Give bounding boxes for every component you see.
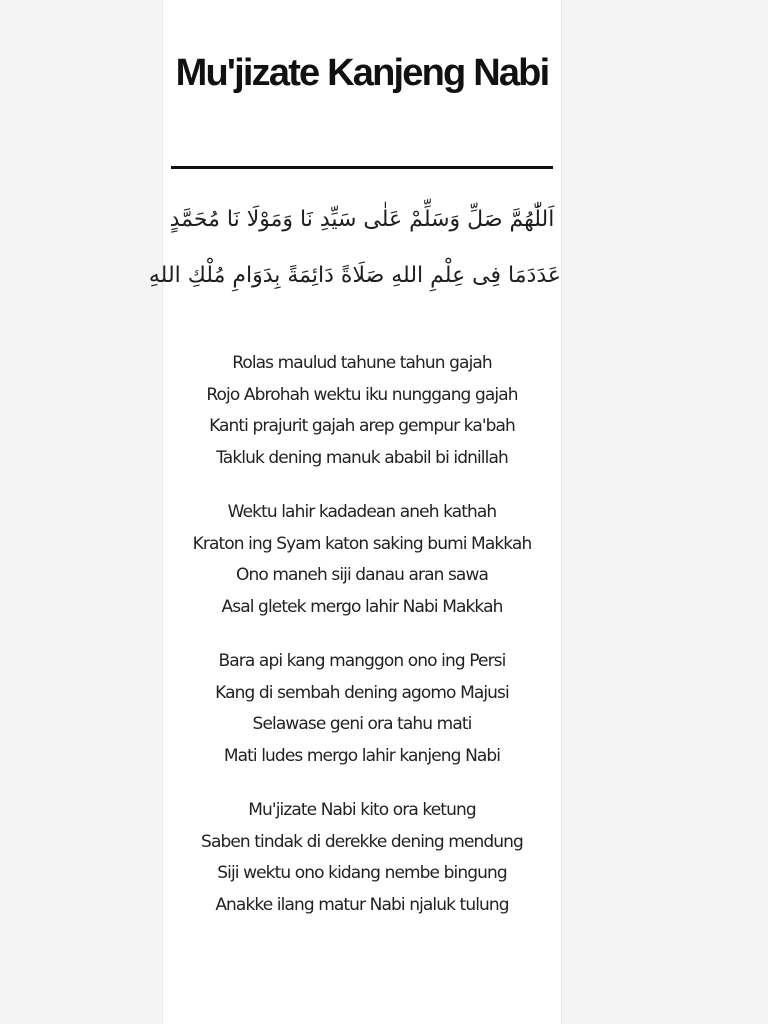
verse-line: Bara api kang manggon ono ing Persi bbox=[218, 651, 506, 671]
arabic-line: عَدَدَمَا فِى عِلْمِ اللهِ صَلَاةً دَائِمَةً بِدَوَامِ مُلْكِ اللهِ bbox=[148, 263, 561, 288]
lyrics-body bbox=[163, 348, 561, 944]
verse-line: Kraton ing Syam katon saking bumi Makkah bbox=[192, 533, 532, 554]
arabic-line: اَللّٰهُمَّ صَلِّ وَسَلِّمْ عَلٰى سَيِّدِ نَا وَمَوْلَا نَا مُحَمَّدٍ bbox=[169, 207, 555, 232]
stanza-4 bbox=[163, 795, 561, 921]
verse-line: Ono maneh siji danau aran sawa bbox=[236, 565, 488, 585]
document-title: Mu'jizate Kanjeng Nabi bbox=[175, 52, 549, 94]
verse-line: Takluk dening manuk ababil bi idnillah bbox=[216, 447, 508, 468]
verse-line: Mati ludes mergo lahir kanjeng Nabi bbox=[223, 745, 501, 766]
verse-line: Kang di sembah dening agomo Majusi bbox=[215, 682, 509, 703]
verse-line: Selawase geni ora tahu mati bbox=[252, 714, 472, 734]
stanza-2 bbox=[163, 497, 561, 623]
verse-line: Wektu lahir kadadean aneh kathah bbox=[227, 502, 497, 522]
verse-line: Rolas maulud tahune tahun gajah bbox=[232, 353, 492, 373]
stanza-3 bbox=[163, 646, 561, 772]
verse-line: Mu'jizate Nabi kito ora ketung bbox=[248, 800, 476, 820]
stanza-1 bbox=[163, 348, 561, 474]
verse-line: Saben tindak di derekke dening mendung bbox=[201, 831, 523, 852]
document-page bbox=[148, 0, 561, 1024]
verse-line: Asal gletek mergo lahir Nabi Makkah bbox=[221, 596, 503, 617]
title-divider bbox=[171, 166, 553, 169]
verse-line: Anakke ilang matur Nabi njaluk tulung bbox=[215, 894, 509, 915]
verse-line: Rojo Abrohah wektu iku nunggang gajah bbox=[206, 384, 518, 405]
verse-line: Siji wektu ono kidang nembe bingung bbox=[217, 863, 507, 883]
verse-line: Kanti prajurit gajah arep gempur ka'bah bbox=[209, 416, 515, 436]
arabic-sholawat bbox=[148, 196, 561, 308]
